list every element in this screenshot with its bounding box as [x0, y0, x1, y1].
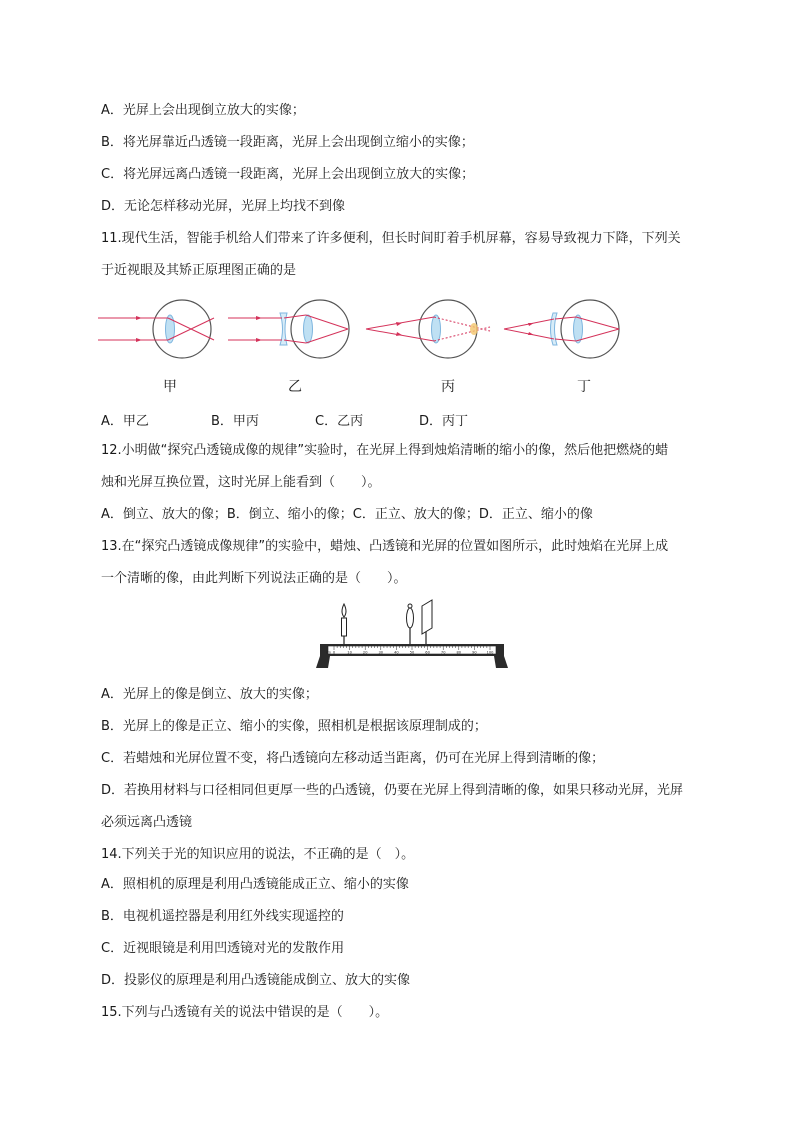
q12-stem-line2: 烛和光屏互换位置，这时光屏上能看到（ ）。	[101, 475, 381, 490]
ruler-tick-label: 30	[378, 650, 384, 655]
q14-option-c: C．近视眼镜是利用凹透镜对光的发散作用	[101, 941, 345, 956]
q10-option-d: D．无论怎样移动光屏，光屏上均找不到像	[101, 199, 346, 214]
ruler-tick-label: 70	[440, 650, 446, 655]
candle-icon	[342, 604, 347, 646]
ruler-tick-label: 90	[472, 650, 477, 655]
q10-option-b: B．将光屏靠近凸透镜一段距离，光屏上会出现倒立缩小的实像；	[101, 135, 474, 150]
convex-lens-icon	[407, 604, 414, 646]
figure-label-bing: 丙	[441, 379, 455, 395]
q13-option-d-continued: 必须远离凸透镜	[101, 815, 193, 830]
ruler-tick-label: 80	[456, 650, 462, 655]
eye-figure-bing	[362, 296, 497, 362]
q13-option-d: D．若换用材料与口径相同但更厚一些的凸透镜，仍要在光屏上得到清晰的像，如果只移动光屏，光屏	[101, 783, 684, 798]
ruler-tick-label: 50	[409, 650, 415, 655]
q14-option-d: D．投影仪的原理是利用凸透镜能成倒立、放大的实像	[101, 973, 411, 988]
ruler-tick-label: 100	[486, 650, 494, 655]
eye-figure-yi	[226, 296, 356, 362]
q12-options: A．倒立、放大的像；B．倒立、缩小的像；C．正立、放大的像；D．正立、缩小的像	[101, 507, 593, 522]
q13-option-b: B．光屏上的像是正立、缩小的实像，照相机是根据该原理制成的；	[101, 719, 487, 734]
q13-option-a: A．光屏上的像是倒立、放大的实像；	[101, 687, 318, 702]
q10-option-c: C．将光屏远离凸透镜一段距离，光屏上会出现倒立放大的实像；	[101, 167, 475, 182]
q13-option-c: C．若蜡烛和光屏位置不变，将凸透镜向左移动适当距离，仍可在光屏上得到清晰的像；	[101, 751, 605, 766]
q11-option-d: D．丙丁	[419, 414, 469, 429]
figure-label-ding: 丁	[577, 379, 591, 395]
ruler-tick-label: 0	[332, 650, 336, 655]
ruler-tick-label: 20	[362, 650, 368, 655]
q11-option-b: B．甲丙	[211, 414, 259, 429]
ruler-tick-label: 40	[394, 650, 399, 655]
figure-label-yi: 乙	[288, 379, 302, 395]
q14-option-b: B．电视机遥控器是利用红外线实现遥控的	[101, 909, 344, 924]
q10-option-a: A．光屏上会出现倒立放大的实像；	[101, 103, 305, 118]
q13-stem-line2: 一个清晰的像，由此判断下列说法正确的是（ ）。	[101, 571, 407, 586]
q14-stem: 14.下列关于光的知识应用的说法，不正确的是（ ）。	[101, 847, 415, 862]
q15-stem: 15.下列与凸透镜有关的说法中错误的是（ ）。	[101, 1005, 389, 1020]
q12-stem-line1: 12.小明做“探究凸透镜成像的规律”实验时，在光屏上得到烛焰清晰的缩小的像，然后他把燃烧的蜡	[101, 443, 669, 458]
eye-figure-jia	[96, 296, 221, 362]
q11-stem-line2: 于近视眼及其矫正原理图正确的是	[101, 263, 297, 278]
ruler-unit-label: cm	[326, 650, 331, 655]
q11-option-c: C．乙丙	[315, 414, 364, 429]
figure-label-jia: 甲	[163, 379, 177, 395]
q14-option-a: A．照相机的原理是利用凸透镜能成正立、缩小的实像	[101, 877, 409, 892]
q11-option-a: A．甲乙	[101, 414, 149, 429]
ruler-tick-label: 60	[425, 650, 430, 655]
q11-stem-line1: 11.现代生活，智能手机给人们带来了许多便利，但长时间盯着手机屏幕，容易导致视力下降，下列关	[101, 231, 681, 246]
ruler-tick-label: 10	[347, 650, 352, 655]
q13-stem-line1: 13.在“探究凸透镜成像规律”的实验中，蜡烛、凸透镜和光屏的位置如图所示，此时烛焰在光屏上成	[101, 539, 669, 554]
optical-bench-figure	[314, 598, 510, 670]
light-screen-icon	[422, 600, 432, 646]
eye-figure-ding	[502, 296, 627, 362]
